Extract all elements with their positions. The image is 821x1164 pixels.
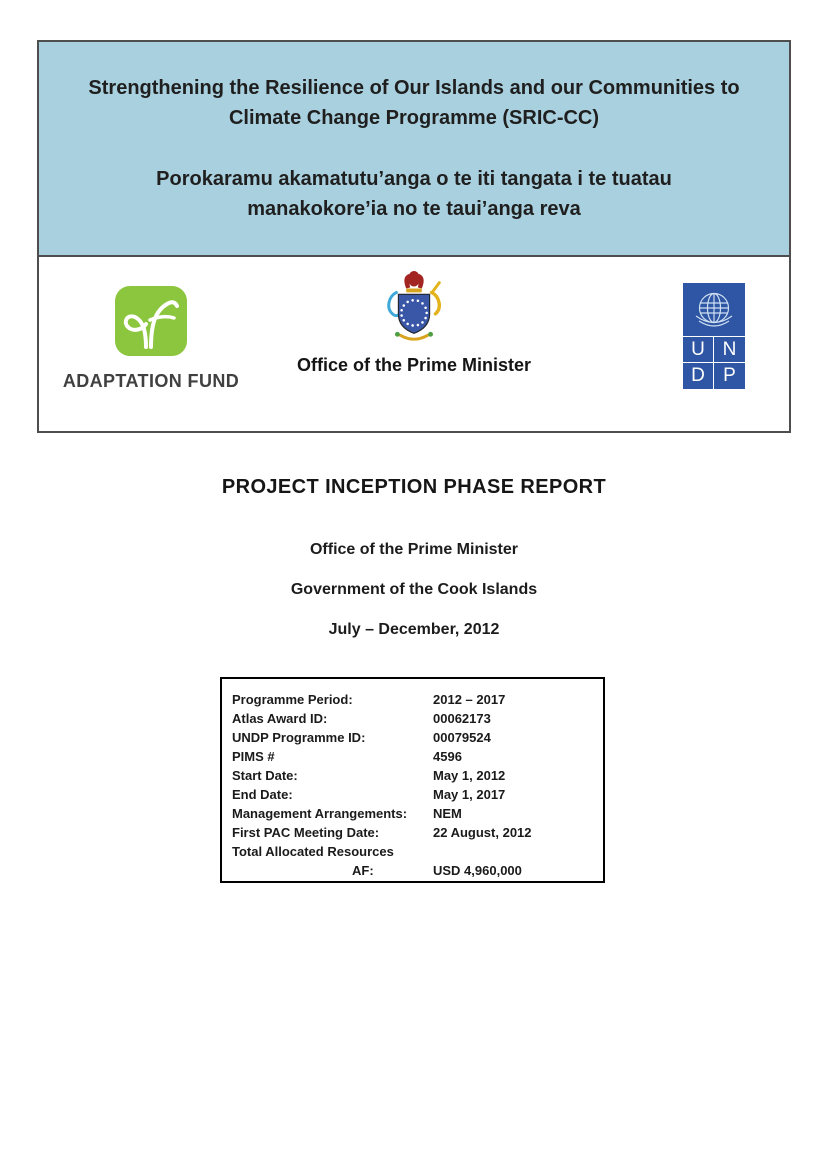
un-emblem-icon	[683, 283, 745, 335]
details-row	[232, 690, 597, 709]
details-value: 4596	[433, 749, 462, 764]
details-row	[232, 785, 597, 804]
undp-logo	[683, 283, 745, 389]
report-government-line: Government of the Cook Islands	[290, 581, 538, 598]
logo-row	[39, 257, 789, 431]
details-value: 00062173	[433, 711, 491, 726]
details-label: Programme Period:	[232, 692, 353, 707]
details-label: Atlas Award ID:	[232, 711, 328, 726]
report-title: PROJECT INCEPTION PHASE REPORT	[221, 476, 607, 498]
details-label: UNDP Programme ID:	[232, 730, 366, 745]
cook-islands-crest-icon	[378, 269, 450, 347]
report-org-line: Office of the Prime Minister	[309, 541, 519, 558]
details-label: Start Date:	[232, 768, 298, 783]
programme-title-maori-line1: Porokaramu akamatutu’anga o te iti tangata i te tuatau	[156, 168, 672, 190]
details-row	[232, 842, 597, 861]
details-row	[232, 766, 597, 785]
details-row	[232, 747, 597, 766]
opm-label: Office of the Prime Minister	[296, 355, 532, 375]
opm-block	[254, 269, 574, 376]
details-row	[232, 709, 597, 728]
details-value: May 1, 2017	[433, 787, 506, 802]
programme-title-maori	[39, 164, 789, 224]
details-label: Total Allocated Resources	[232, 844, 394, 859]
details-label: End Date:	[232, 787, 293, 802]
undp-letter-p: P	[723, 365, 736, 386]
details-label: Management Arrangements:	[232, 806, 408, 821]
programme-title-en-line1: Strengthening the Resilience of Our Islands and our Communities to	[88, 77, 740, 99]
report-period-line: July – December, 2012	[328, 621, 500, 638]
details-label: First PAC Meeting Date:	[232, 825, 380, 840]
programme-title-maori-line2: manakokore’ia no te taui’anga reva	[247, 198, 581, 220]
adaptation-fund-label: ADAPTATION FUND	[62, 371, 240, 391]
details-row	[232, 861, 597, 880]
details-value: 2012 – 2017	[433, 692, 506, 707]
details-row	[232, 728, 597, 747]
undp-letter-n: N	[714, 337, 745, 363]
programme-title-en-line2: Climate Change Programme (SRIC-CC)	[228, 107, 600, 129]
details-value: 22 August, 2012	[433, 825, 532, 840]
undp-letter-u: U	[683, 337, 714, 363]
details-label: PIMS #	[232, 749, 275, 764]
details-row	[232, 804, 597, 823]
programme-title-banner	[39, 42, 789, 257]
details-label: AF:	[352, 863, 374, 878]
programme-title-en	[39, 73, 789, 133]
programme-details-box	[220, 677, 605, 883]
details-value: NEM	[433, 806, 462, 821]
cover-header-box	[37, 40, 791, 433]
adaptation-fund-block	[56, 285, 246, 392]
details-value: May 1, 2012	[433, 768, 506, 783]
details-row	[232, 823, 597, 842]
adaptation-fund-icon	[114, 285, 188, 357]
undp-letters	[683, 336, 745, 389]
undp-letter-d: D	[683, 363, 714, 389]
details-value: USD 4,960,000	[433, 863, 522, 878]
details-value: 00079524	[433, 730, 491, 745]
